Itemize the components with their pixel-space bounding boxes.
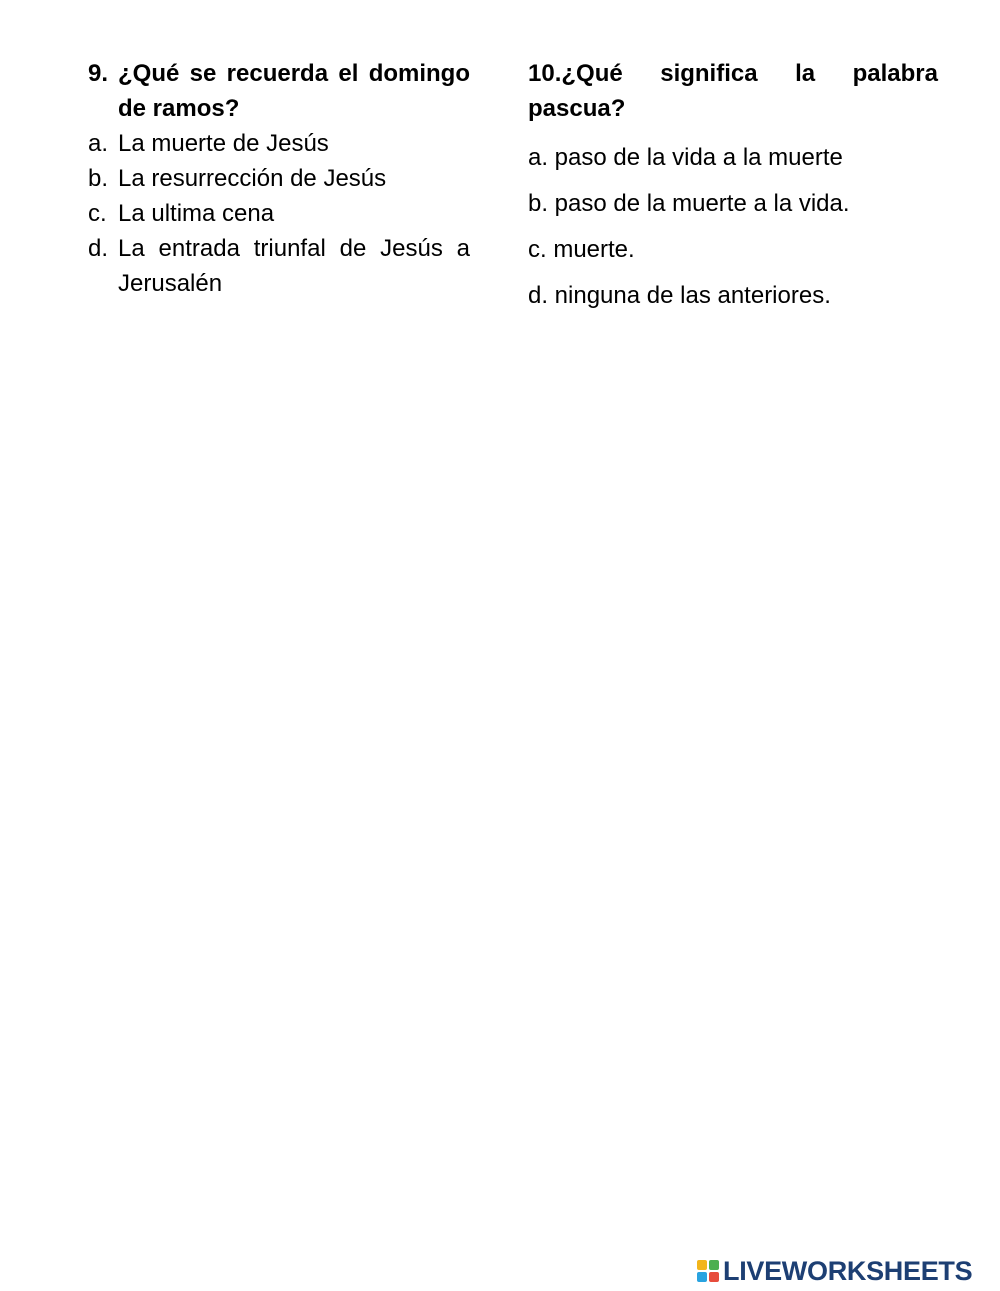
- option-a: [88, 126, 470, 161]
- liveworksheets-logo: [697, 1254, 972, 1288]
- option-letter: b.: [88, 165, 109, 192]
- question-10-title: 10.¿Qué significa la palabra pascua?: [528, 60, 938, 122]
- option-text: La ultima cena: [118, 200, 275, 227]
- option-text: La entrada triunfal de Jesús a Jerusalén: [118, 235, 470, 297]
- option-d: [88, 231, 470, 301]
- option-a: a. paso de la vida a la muerte: [528, 144, 843, 171]
- option-letter: c.: [88, 200, 107, 227]
- option-letter: d.: [88, 235, 109, 262]
- question-text: ¿Qué se recuerda el domingo de ramos?: [118, 60, 470, 122]
- option-b: [88, 161, 470, 196]
- question-10: [528, 56, 938, 324]
- question-number: 9.: [88, 60, 109, 87]
- option-c: c. muerte.: [528, 236, 635, 263]
- option-d: d. ninguna de las anteriores.: [528, 282, 831, 309]
- question-9-title: [88, 56, 470, 126]
- option-b: b. paso de la muerte a la vida.: [528, 190, 850, 217]
- option-text: La muerte de Jesús: [118, 130, 329, 157]
- question-9: [88, 56, 470, 301]
- logo-text: LIVEWORKSHEETS: [723, 1255, 973, 1286]
- option-c: [88, 196, 470, 231]
- option-text: La resurrección de Jesús: [118, 165, 387, 192]
- logo-mark-icon: [697, 1260, 719, 1282]
- option-letter: a.: [88, 130, 109, 157]
